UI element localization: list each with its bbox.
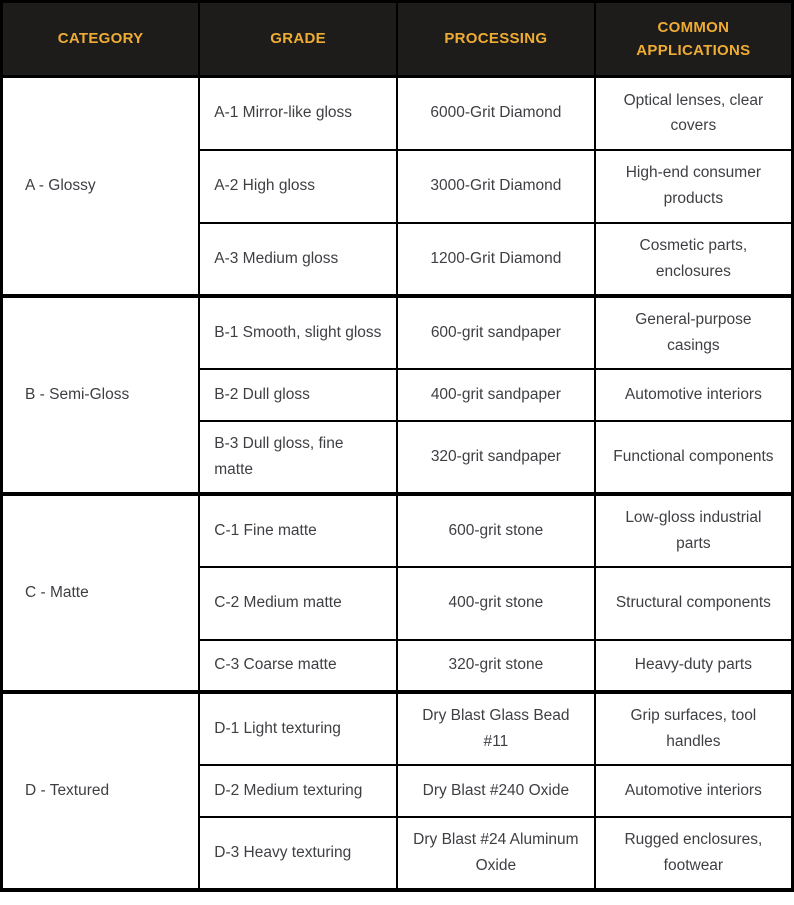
table-row [2, 77, 793, 150]
applications-cell: Heavy-duty parts [595, 640, 793, 692]
header-processing: PROCESSING [397, 2, 595, 77]
header-category: CATEGORY [2, 2, 200, 77]
grade-cell: B-3 Dull gloss, fine matte [199, 421, 397, 494]
grade-cell: C-3 Coarse matte [199, 640, 397, 692]
processing-cell: Dry Blast #24 Aluminum Oxide [397, 817, 595, 890]
processing-cell: Dry Blast #240 Oxide [397, 765, 595, 817]
processing-cell: 400-grit sandpaper [397, 369, 595, 421]
grade-cell: A-3 Medium gloss [199, 223, 397, 296]
table-row [2, 692, 793, 765]
processing-cell: 320-grit stone [397, 640, 595, 692]
processing-cell: 3000-Grit Diamond [397, 150, 595, 223]
grade-cell: A-2 High gloss [199, 150, 397, 223]
processing-cell: 6000-Grit Diamond [397, 77, 595, 150]
applications-cell: Rugged enclosures, footwear [595, 817, 793, 890]
category-cell-a: A - Glossy [2, 77, 200, 296]
processing-cell: 320-grit sandpaper [397, 421, 595, 494]
table-row [2, 296, 793, 369]
table-header [2, 2, 793, 77]
header-row [2, 2, 793, 77]
category-cell-c: C - Matte [2, 494, 200, 692]
applications-cell: Functional components [595, 421, 793, 494]
category-cell-b: B - Semi-Gloss [2, 296, 200, 494]
processing-cell: Dry Blast Glass Bead #11 [397, 692, 595, 765]
applications-cell: Low-gloss industrial parts [595, 494, 793, 567]
header-common-applications: COMMON APPLICATIONS [595, 2, 793, 77]
processing-cell: 600-grit stone [397, 494, 595, 567]
processing-cell: 400-grit stone [397, 567, 595, 640]
category-cell-d: D - Textured [2, 692, 200, 890]
grade-cell: D-1 Light texturing [199, 692, 397, 765]
applications-cell: General-purpose casings [595, 296, 793, 369]
applications-cell: Structural components [595, 567, 793, 640]
grade-cell: C-2 Medium matte [199, 567, 397, 640]
processing-cell: 1200-Grit Diamond [397, 223, 595, 296]
applications-cell: Cosmetic parts, enclosures [595, 223, 793, 296]
applications-cell: High-end consumer products [595, 150, 793, 223]
header-grade: GRADE [199, 2, 397, 77]
grade-cell: A-1 Mirror-like gloss [199, 77, 397, 150]
applications-cell: Grip surfaces, tool handles [595, 692, 793, 765]
table-row [2, 494, 793, 567]
grade-cell: D-3 Heavy texturing [199, 817, 397, 890]
grade-cell: B-2 Dull gloss [199, 369, 397, 421]
applications-cell: Optical lenses, clear covers [595, 77, 793, 150]
grade-cell: B-1 Smooth, slight gloss [199, 296, 397, 369]
grade-cell: C-1 Fine matte [199, 494, 397, 567]
applications-cell: Automotive interiors [595, 765, 793, 817]
processing-cell: 600-grit sandpaper [397, 296, 595, 369]
table-body [2, 77, 793, 890]
applications-cell: Automotive interiors [595, 369, 793, 421]
grade-cell: D-2 Medium texturing [199, 765, 397, 817]
